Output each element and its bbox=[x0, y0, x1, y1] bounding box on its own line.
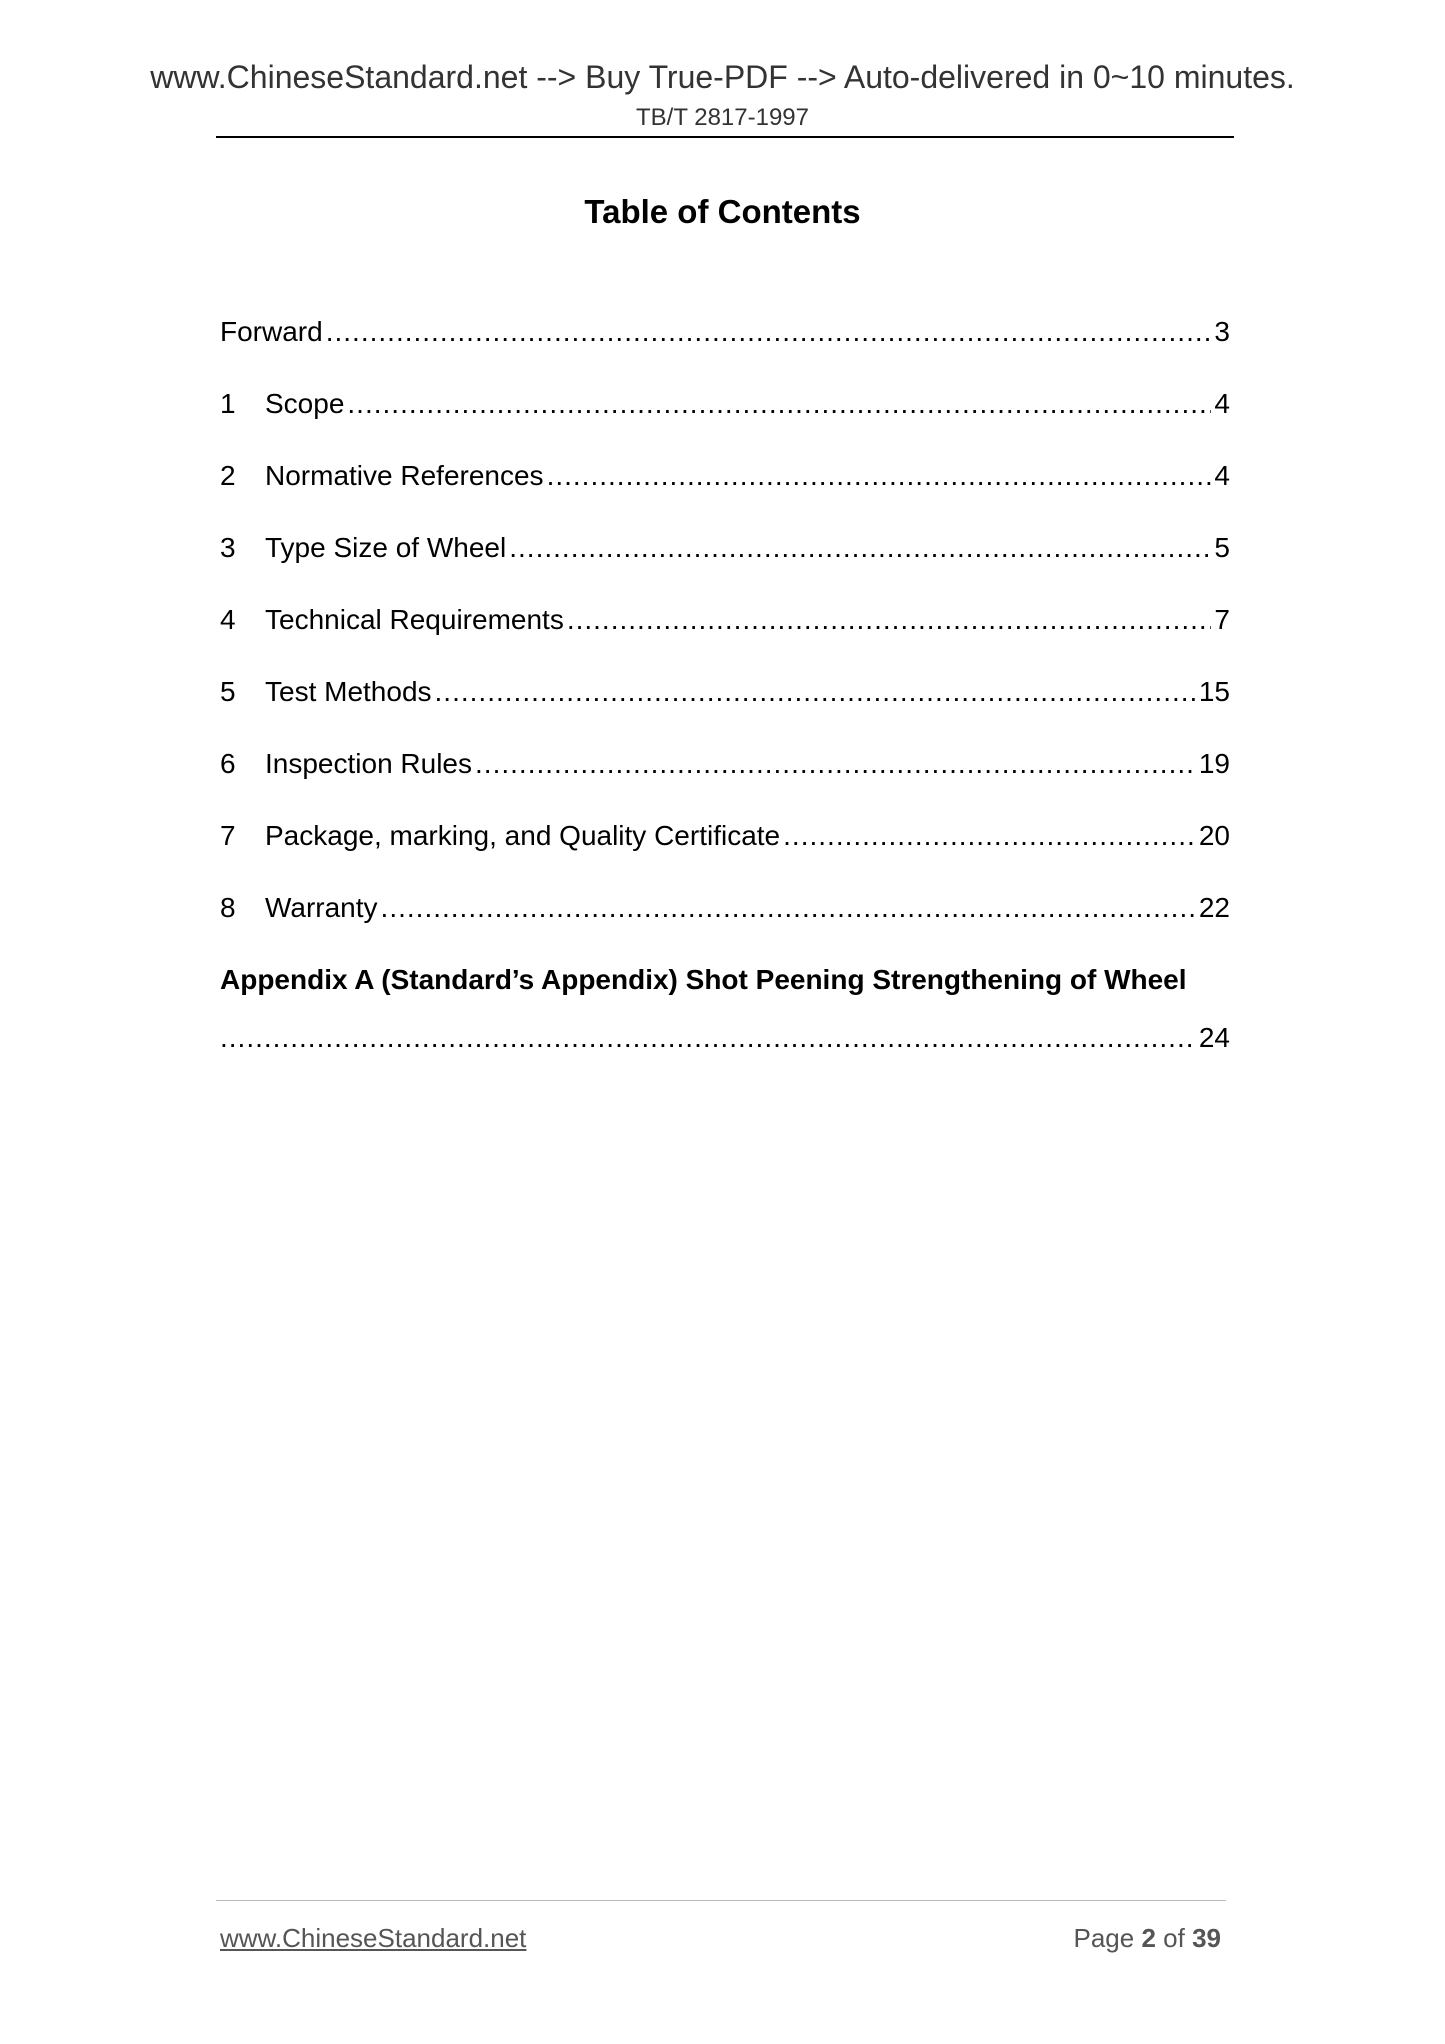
document-number: TB/T 2817-1997 bbox=[635, 104, 809, 131]
toc-leader-dots bbox=[347, 384, 1211, 424]
toc-entry-number: 2 bbox=[220, 460, 236, 491]
toc-leader-dots bbox=[509, 528, 1211, 568]
page-current: 2 bbox=[1141, 1923, 1156, 1953]
toc-entry-page: 15 bbox=[1198, 676, 1230, 707]
toc-entry-package-marking[interactable] bbox=[220, 816, 1230, 888]
toc-entry-number: 6 bbox=[220, 748, 236, 779]
footer-divider bbox=[216, 1900, 1226, 1901]
toc-entry-label: Forward bbox=[220, 316, 323, 347]
toc-entry-technical-requirements[interactable] bbox=[220, 600, 1230, 672]
toc-leader-dots bbox=[783, 816, 1196, 856]
toc-entry-label: Warranty bbox=[265, 892, 378, 923]
toc-leader-dots bbox=[547, 456, 1212, 496]
toc-leader-dots bbox=[326, 312, 1212, 352]
toc-entry-label: Package, marking, and Quality Certificate bbox=[265, 820, 781, 851]
toc-entry-page: 20 bbox=[1198, 820, 1230, 851]
toc-entry-label: Inspection Rules bbox=[265, 748, 473, 779]
toc-entry-test-methods[interactable] bbox=[220, 672, 1230, 744]
toc-entry-number: 8 bbox=[220, 892, 236, 923]
header-banner: www.ChineseStandard.net --> Buy True-PDF --> Auto-delivered in 0~10 minutes. bbox=[150, 59, 1295, 95]
toc-entry-label: Normative References bbox=[265, 460, 544, 491]
toc-entry-label: Scope bbox=[265, 388, 345, 419]
toc-entry-forward[interactable] bbox=[220, 312, 1230, 384]
toc-leader-dots bbox=[567, 600, 1212, 640]
page-title: Table of Contents bbox=[584, 193, 861, 230]
header-divider bbox=[216, 136, 1234, 138]
page-total: 39 bbox=[1192, 1923, 1221, 1953]
toc-appendix-page-line bbox=[220, 1018, 1230, 1058]
toc-entry-number: 4 bbox=[220, 604, 236, 635]
toc-entry-label: Type Size of Wheel bbox=[265, 532, 507, 563]
toc-leader-dots bbox=[435, 672, 1196, 712]
toc-entry-warranty[interactable] bbox=[220, 888, 1230, 960]
toc-entry-label: Test Methods bbox=[265, 676, 432, 707]
toc-leader-dots bbox=[381, 888, 1196, 928]
footer-website-link[interactable]: www.ChineseStandard.net bbox=[220, 1923, 527, 1953]
toc-entry-page: 5 bbox=[1214, 532, 1230, 563]
page-number bbox=[1073, 1922, 1221, 1954]
table-of-contents bbox=[220, 312, 1230, 1058]
page-of: of bbox=[1163, 1923, 1185, 1953]
toc-entry-number: 3 bbox=[220, 532, 236, 563]
toc-entry-normative-references[interactable] bbox=[220, 456, 1230, 528]
toc-entry-page: 7 bbox=[1214, 604, 1230, 635]
toc-entry-page: 4 bbox=[1214, 388, 1230, 419]
toc-appendix-label: Appendix A (Standard’s Appendix) Shot Peening Strengthening of Wheel bbox=[220, 964, 1187, 995]
toc-entry-page: 24 bbox=[1198, 1022, 1230, 1053]
toc-entry-page: 4 bbox=[1214, 460, 1230, 491]
toc-leader-dots bbox=[220, 1018, 1196, 1058]
toc-entry-type-size-of-wheel[interactable] bbox=[220, 528, 1230, 600]
toc-entry-page: 19 bbox=[1198, 748, 1230, 779]
toc-leader-dots bbox=[475, 744, 1196, 784]
toc-entry-number: 5 bbox=[220, 676, 236, 707]
toc-entry-appendix-a[interactable] bbox=[220, 960, 1230, 1058]
toc-entry-inspection-rules[interactable] bbox=[220, 744, 1230, 816]
toc-entry-label: Technical Requirements bbox=[265, 604, 564, 635]
page-prefix: Page bbox=[1073, 1923, 1135, 1953]
toc-entry-number: 1 bbox=[220, 388, 236, 419]
toc-entry-page: 3 bbox=[1214, 316, 1230, 347]
toc-entry-page: 22 bbox=[1198, 892, 1230, 923]
toc-entry-number: 7 bbox=[220, 820, 236, 851]
toc-entry-scope[interactable] bbox=[220, 384, 1230, 456]
